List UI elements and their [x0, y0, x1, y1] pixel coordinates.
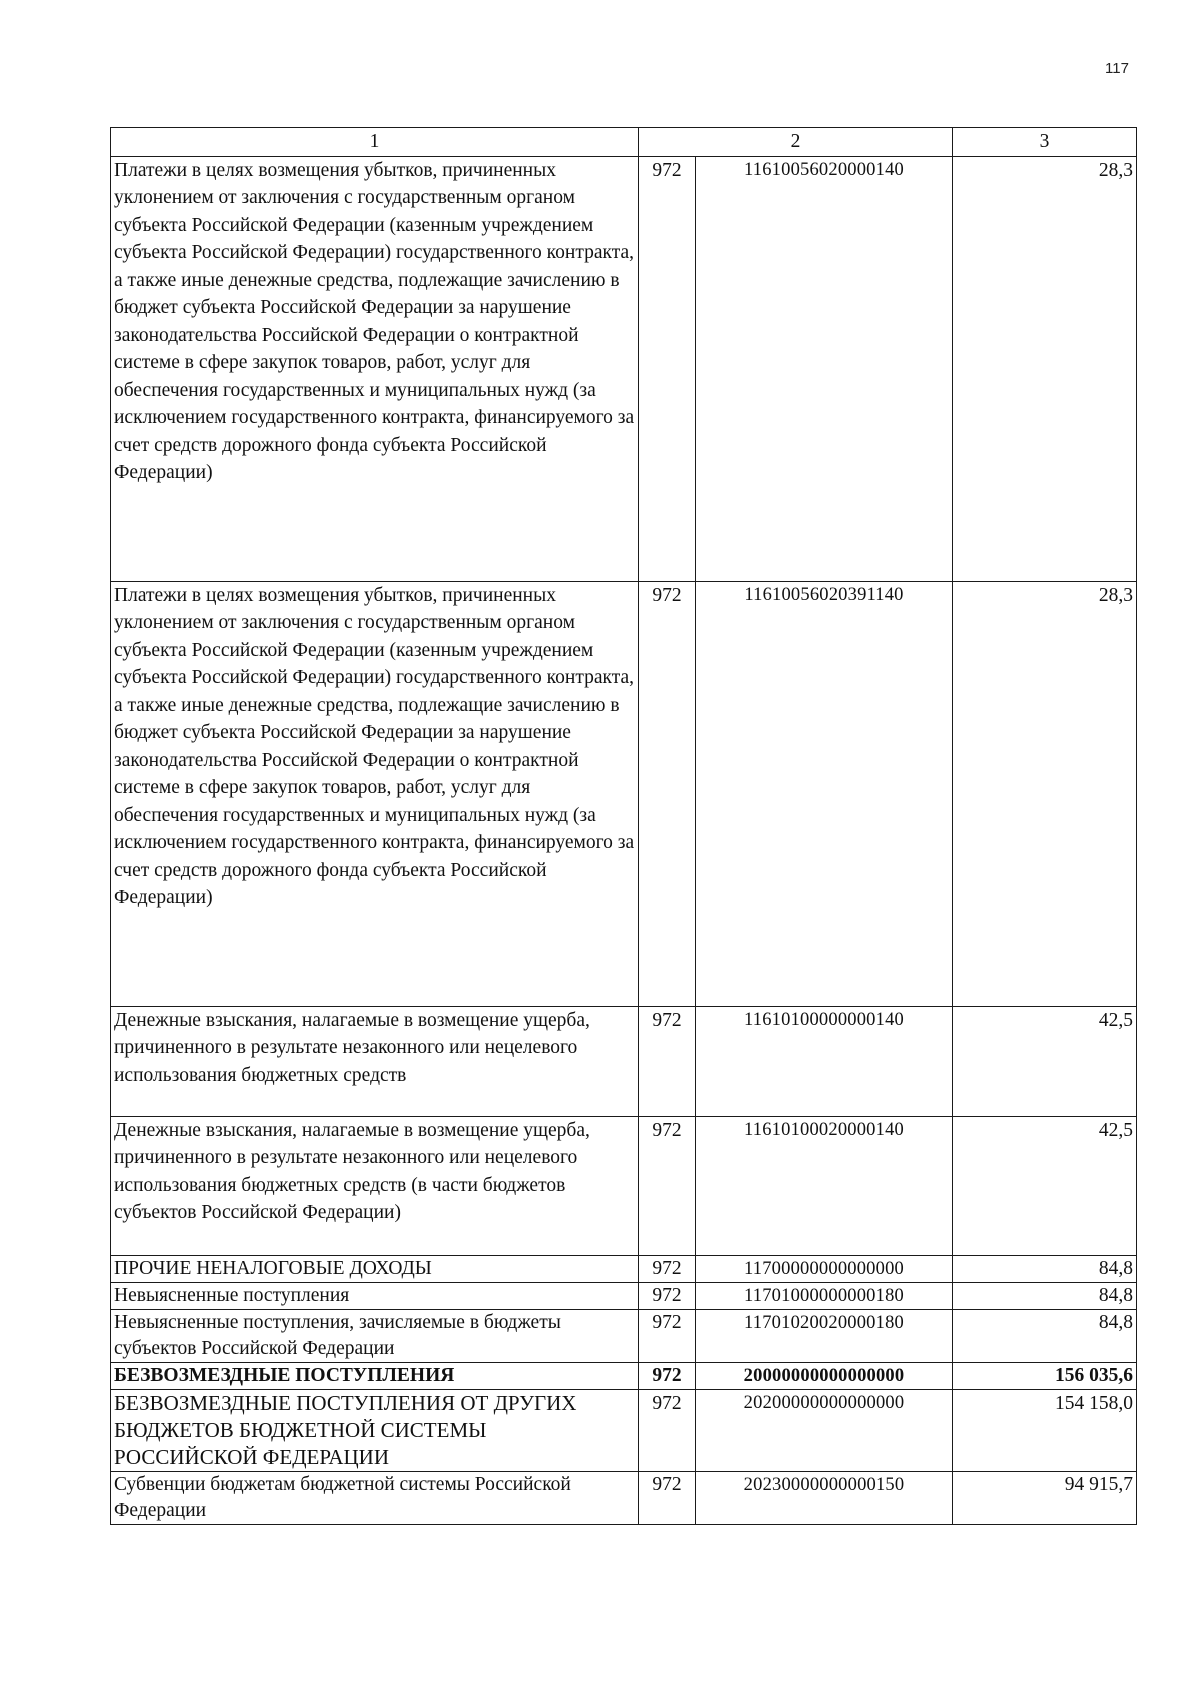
column-header-2: 2: [639, 128, 953, 157]
row-description: Невыясненные поступления, зачисляемые в бюджеты субъектов Российской Федерации: [111, 1309, 639, 1362]
row-amount: 84,8: [953, 1309, 1137, 1362]
table-row: [111, 156, 1137, 581]
row-budget-code: 20200000000000000: [696, 1389, 953, 1471]
row-budget-code: 11610056020000140: [696, 156, 953, 581]
row-admin-code: 972: [639, 581, 696, 1006]
table-row: [111, 1471, 1137, 1524]
column-header-3: 3: [953, 128, 1137, 157]
row-description: БЕЗВОЗМЕЗДНЫЕ ПОСТУПЛЕНИЯ ОТ ДРУГИХ БЮДЖЕТОВ БЮДЖЕТНОЙ СИСТЕМЫ РОССИЙСКОЙ ФЕДЕРАЦИИ: [111, 1389, 639, 1471]
row-admin-code: 972: [639, 1255, 696, 1282]
row-admin-code: 972: [639, 1389, 696, 1471]
row-admin-code: 972: [639, 1282, 696, 1309]
row-amount: 28,3: [953, 581, 1137, 1006]
row-amount: 42,5: [953, 1116, 1137, 1255]
row-budget-code: 20230000000000150: [696, 1471, 953, 1524]
row-budget-code: 20000000000000000: [696, 1362, 953, 1389]
table-row: [111, 1309, 1137, 1362]
table-header-row: [111, 128, 1137, 157]
row-description: Денежные взыскания, налагаемые в возмещение ущерба, причиненного в результате незаконного или нецелевого использования бюджетных средств: [111, 1006, 639, 1116]
table-row: [111, 1282, 1137, 1309]
table-row: [111, 1006, 1137, 1116]
row-budget-code: 11701020020000180: [696, 1309, 953, 1362]
table-row: [111, 1389, 1137, 1471]
table-row: [111, 1362, 1137, 1389]
row-admin-code: 972: [639, 1116, 696, 1255]
row-amount: 28,3: [953, 156, 1137, 581]
row-amount: 42,5: [953, 1006, 1137, 1116]
row-budget-code: 11700000000000000: [696, 1255, 953, 1282]
table-row: [111, 1116, 1137, 1255]
column-header-1: 1: [111, 128, 639, 157]
row-amount: 154 158,0: [953, 1389, 1137, 1471]
row-budget-code: 11610056020391140: [696, 581, 953, 1006]
row-amount: 94 915,7: [953, 1471, 1137, 1524]
row-amount: 84,8: [953, 1282, 1137, 1309]
row-amount: 84,8: [953, 1255, 1137, 1282]
row-budget-code: 11701000000000180: [696, 1282, 953, 1309]
row-admin-code: 972: [639, 156, 696, 581]
row-admin-code: 972: [639, 1006, 696, 1116]
row-description: Субвенции бюджетам бюджетной системы Российской Федерации: [111, 1471, 639, 1524]
revenue-table: [110, 127, 1137, 1525]
table-row: [111, 581, 1137, 1006]
row-description: ПРОЧИЕ НЕНАЛОГОВЫЕ ДОХОДЫ: [111, 1255, 639, 1282]
row-description: Денежные взыскания, налагаемые в возмещение ущерба, причиненного в результате незаконного или нецелевого использования бюджетных средств (в части бюджетов субъектов Российской Федерации): [111, 1116, 639, 1255]
page-number: 117: [1105, 60, 1129, 77]
row-description: Платежи в целях возмещения убытков, причиненных уклонением от заключения с государственным органом субъекта Российской Федерации (казенным учреждением субъекта Российской Федерации) государственного контракта, а также иные денежные средства, подлежащие зачислению в бюджет субъекта Российской Федерации за нарушение законодательства Российской Федерации о контрактной системе в сфере закупок товаров, работ, услуг для обеспечения государственных и муниципальных нужд (за исключением государственного контракта, финансируемого за счет средств дорожного фонда субъекта Российской Федерации): [111, 581, 639, 1006]
row-description: Платежи в целях возмещения убытков, причиненных уклонением от заключения с государственным органом субъекта Российской Федерации (казенным учреждением субъекта Российской Федерации) государственного контракта, а также иные денежные средства, подлежащие зачислению в бюджет субъекта Российской Федерации за нарушение законодательства Российской Федерации о контрактной системе в сфере закупок товаров, работ, услуг для обеспечения государственных и муниципальных нужд (за исключением государственного контракта, финансируемого за счет средств дорожного фонда субъекта Российской Федерации): [111, 156, 639, 581]
row-budget-code: 11610100020000140: [696, 1116, 953, 1255]
row-description: Невыясненные поступления: [111, 1282, 639, 1309]
table-row: [111, 1255, 1137, 1282]
row-amount: 156 035,6: [953, 1362, 1137, 1389]
row-budget-code: 11610100000000140: [696, 1006, 953, 1116]
row-admin-code: 972: [639, 1362, 696, 1389]
row-description: БЕЗВОЗМЕЗДНЫЕ ПОСТУПЛЕНИЯ: [111, 1362, 639, 1389]
row-admin-code: 972: [639, 1471, 696, 1524]
row-admin-code: 972: [639, 1309, 696, 1362]
